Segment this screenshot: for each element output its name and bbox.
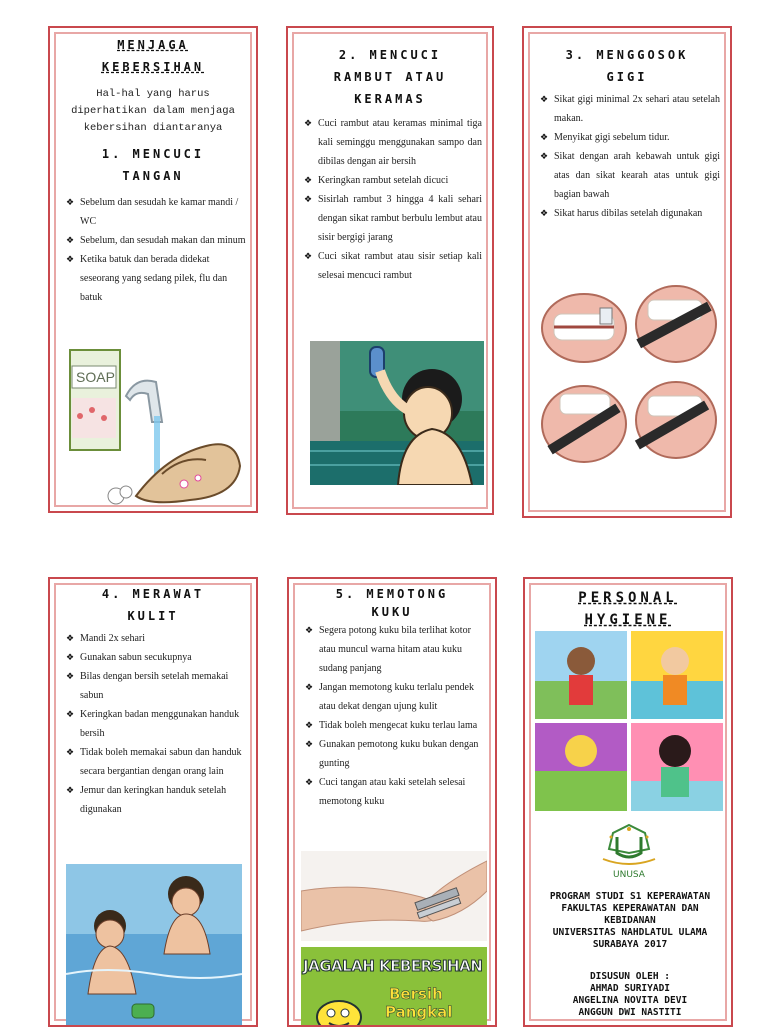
panel-title: MENJAGA <box>117 38 189 52</box>
banner-word-2: Pangkal <box>385 1003 453 1021</box>
bullet-list <box>50 629 256 819</box>
panel-tooth-brushing <box>522 26 732 518</box>
university-line: UNIVERSITAS NAHDLATUL ULAMA <box>552 927 708 938</box>
tooth-brushing-illustration <box>540 274 720 474</box>
panel-title-2: KULIT <box>127 609 179 623</box>
panel-hand-washing <box>48 26 258 513</box>
panel-title-2: KEBERSIHAN <box>101 60 205 74</box>
section-heading: 1. MENCUCI <box>101 147 205 161</box>
hair-washing-illustration <box>310 341 484 485</box>
list-item: ❖ Tidak boleh memakai sabun dan handuk secara bergantian dengan orang lain <box>66 743 246 781</box>
cleanliness-banner <box>301 947 487 1027</box>
intro-text: Hal-hal yang harus diperhatikan dalam menjaga kebersihan diantaranya <box>71 88 235 134</box>
list-item: ❖ Sikat harus dibilas setelah digunakan <box>540 204 720 223</box>
list-item: ❖ Sebelum dan sesudah ke kamar mandi / WC <box>66 193 246 231</box>
city-year-line: SURABAYA 2017 <box>592 939 668 950</box>
panel-title: 4. MERAWAT <box>101 587 205 601</box>
nail-clipper-photo <box>301 851 487 941</box>
list-item: ❖ Cuci sikat rambut atau sisir setiap kali selesai mencuci rambut <box>304 247 482 285</box>
panel-title-2: KUKU <box>371 605 413 619</box>
author-name: ANGELINA NOVITA DEVI <box>572 995 688 1006</box>
list-item: ❖ Jemur dan keringkan handuk setelah digunakan <box>66 781 246 819</box>
authors-heading: DISUSUN OLEH : <box>589 971 671 982</box>
panel-cover <box>523 577 733 1027</box>
list-item: ❖ Sikat gigi minimal 2x sehari atau setelah makan. <box>540 90 720 128</box>
authors-block <box>529 971 731 1019</box>
list-item: ❖ Keringkan badan menggunakan handuk bersih <box>66 705 246 743</box>
list-item: ❖ Ketika batuk dan berada didekat seseorang yang sedang pilek, flu dan batuk <box>66 250 246 307</box>
panel-title-3: KERAMAS <box>354 92 426 106</box>
list-item: ❖ Segera potong kuku bila terlihat kotor atau muncul warna hitam atau kuku sudang panjang <box>305 621 485 678</box>
soap-label: SOAP <box>76 369 115 385</box>
list-item: ❖ Jangan memotong kuku terlalu pendek atau dekat dengan ujung kulit <box>305 678 485 716</box>
list-item: ❖ Cuci rambut atau keramas minimal tiga kali seminggu menggunakan sampo dan dibilas dengan air bersih <box>304 114 482 171</box>
bullet-list <box>289 621 495 811</box>
list-item: ❖ Cuci tangan atau kaki setelah selesai memotong kuku <box>305 773 485 811</box>
panel-hair-washing <box>286 26 494 515</box>
panel-title-2: GIGI <box>606 70 648 84</box>
panel-title: 5. MEMOTONG <box>335 587 449 601</box>
bathing-illustration <box>66 864 242 1027</box>
panel-skin-care <box>48 577 258 1027</box>
panel-title: 3. MENGGOSOK <box>565 48 689 62</box>
list-item: ❖ Sikat dengan arah kebawah untuk gigi atas dan sikat kearah atas untuk gigi bagian bawah <box>540 147 720 204</box>
panel-nail-cutting <box>287 577 497 1027</box>
list-item: ❖ Bilas dengan bersih setelah memakai sabun <box>66 667 246 705</box>
list-item: ❖ Gunakan pemotong kuku bukan dengan gunting <box>305 735 485 773</box>
smiley-mascot-icon <box>311 991 367 1027</box>
program-line: PROGRAM STUDI S1 KEPERAWATAN <box>549 891 711 902</box>
faculty-line-2: KEBIDANAN <box>604 915 656 926</box>
hand-washing-illustration <box>66 346 242 508</box>
list-item: ❖ Sisirlah rambut 3 hingga 4 kali sehari dengan sikat rambut berbulu lembut atau sisir bergigi jarang <box>304 190 482 247</box>
author-name: AHMAD SURIYADI <box>589 983 671 994</box>
list-item: ❖ Keringkan rambut setelah dicuci <box>304 171 482 190</box>
author-name: ANGGUN DWI NASTITI <box>578 1007 682 1018</box>
institution-block <box>529 891 731 951</box>
university-logo <box>597 823 661 881</box>
bullet-list <box>524 90 730 223</box>
list-item: ❖ Tidak boleh mengecat kuku terlau lama <box>305 716 485 735</box>
bullet-list <box>50 193 256 307</box>
panel-title-2: RAMBUT ATAU <box>333 70 447 84</box>
list-item: ❖ Sebelum, dan sesudah makan dan minum <box>66 231 246 250</box>
logo-text: UNUSA <box>613 870 645 880</box>
section-heading-2: TANGAN <box>122 169 184 183</box>
cover-title: PERSONAL <box>578 590 678 606</box>
list-item: ❖ Mandi 2x sehari <box>66 629 246 648</box>
list-item: ❖ Menyikat gigi sebelum tidur. <box>540 128 720 147</box>
bullet-list <box>288 114 492 285</box>
faculty-line: FAKULTAS KEPERAWATAN DAN <box>561 903 699 914</box>
hygiene-collage <box>535 631 723 811</box>
banner-word-1: Bersih <box>389 985 443 1003</box>
banner-title: JAGALAH KEBERSIHAN <box>303 957 483 975</box>
cover-title-2: HYGIENE <box>584 612 672 628</box>
list-item: ❖ Gunakan sabun secukupnya <box>66 648 246 667</box>
panel-title: 2. MENCUCI <box>338 48 442 62</box>
